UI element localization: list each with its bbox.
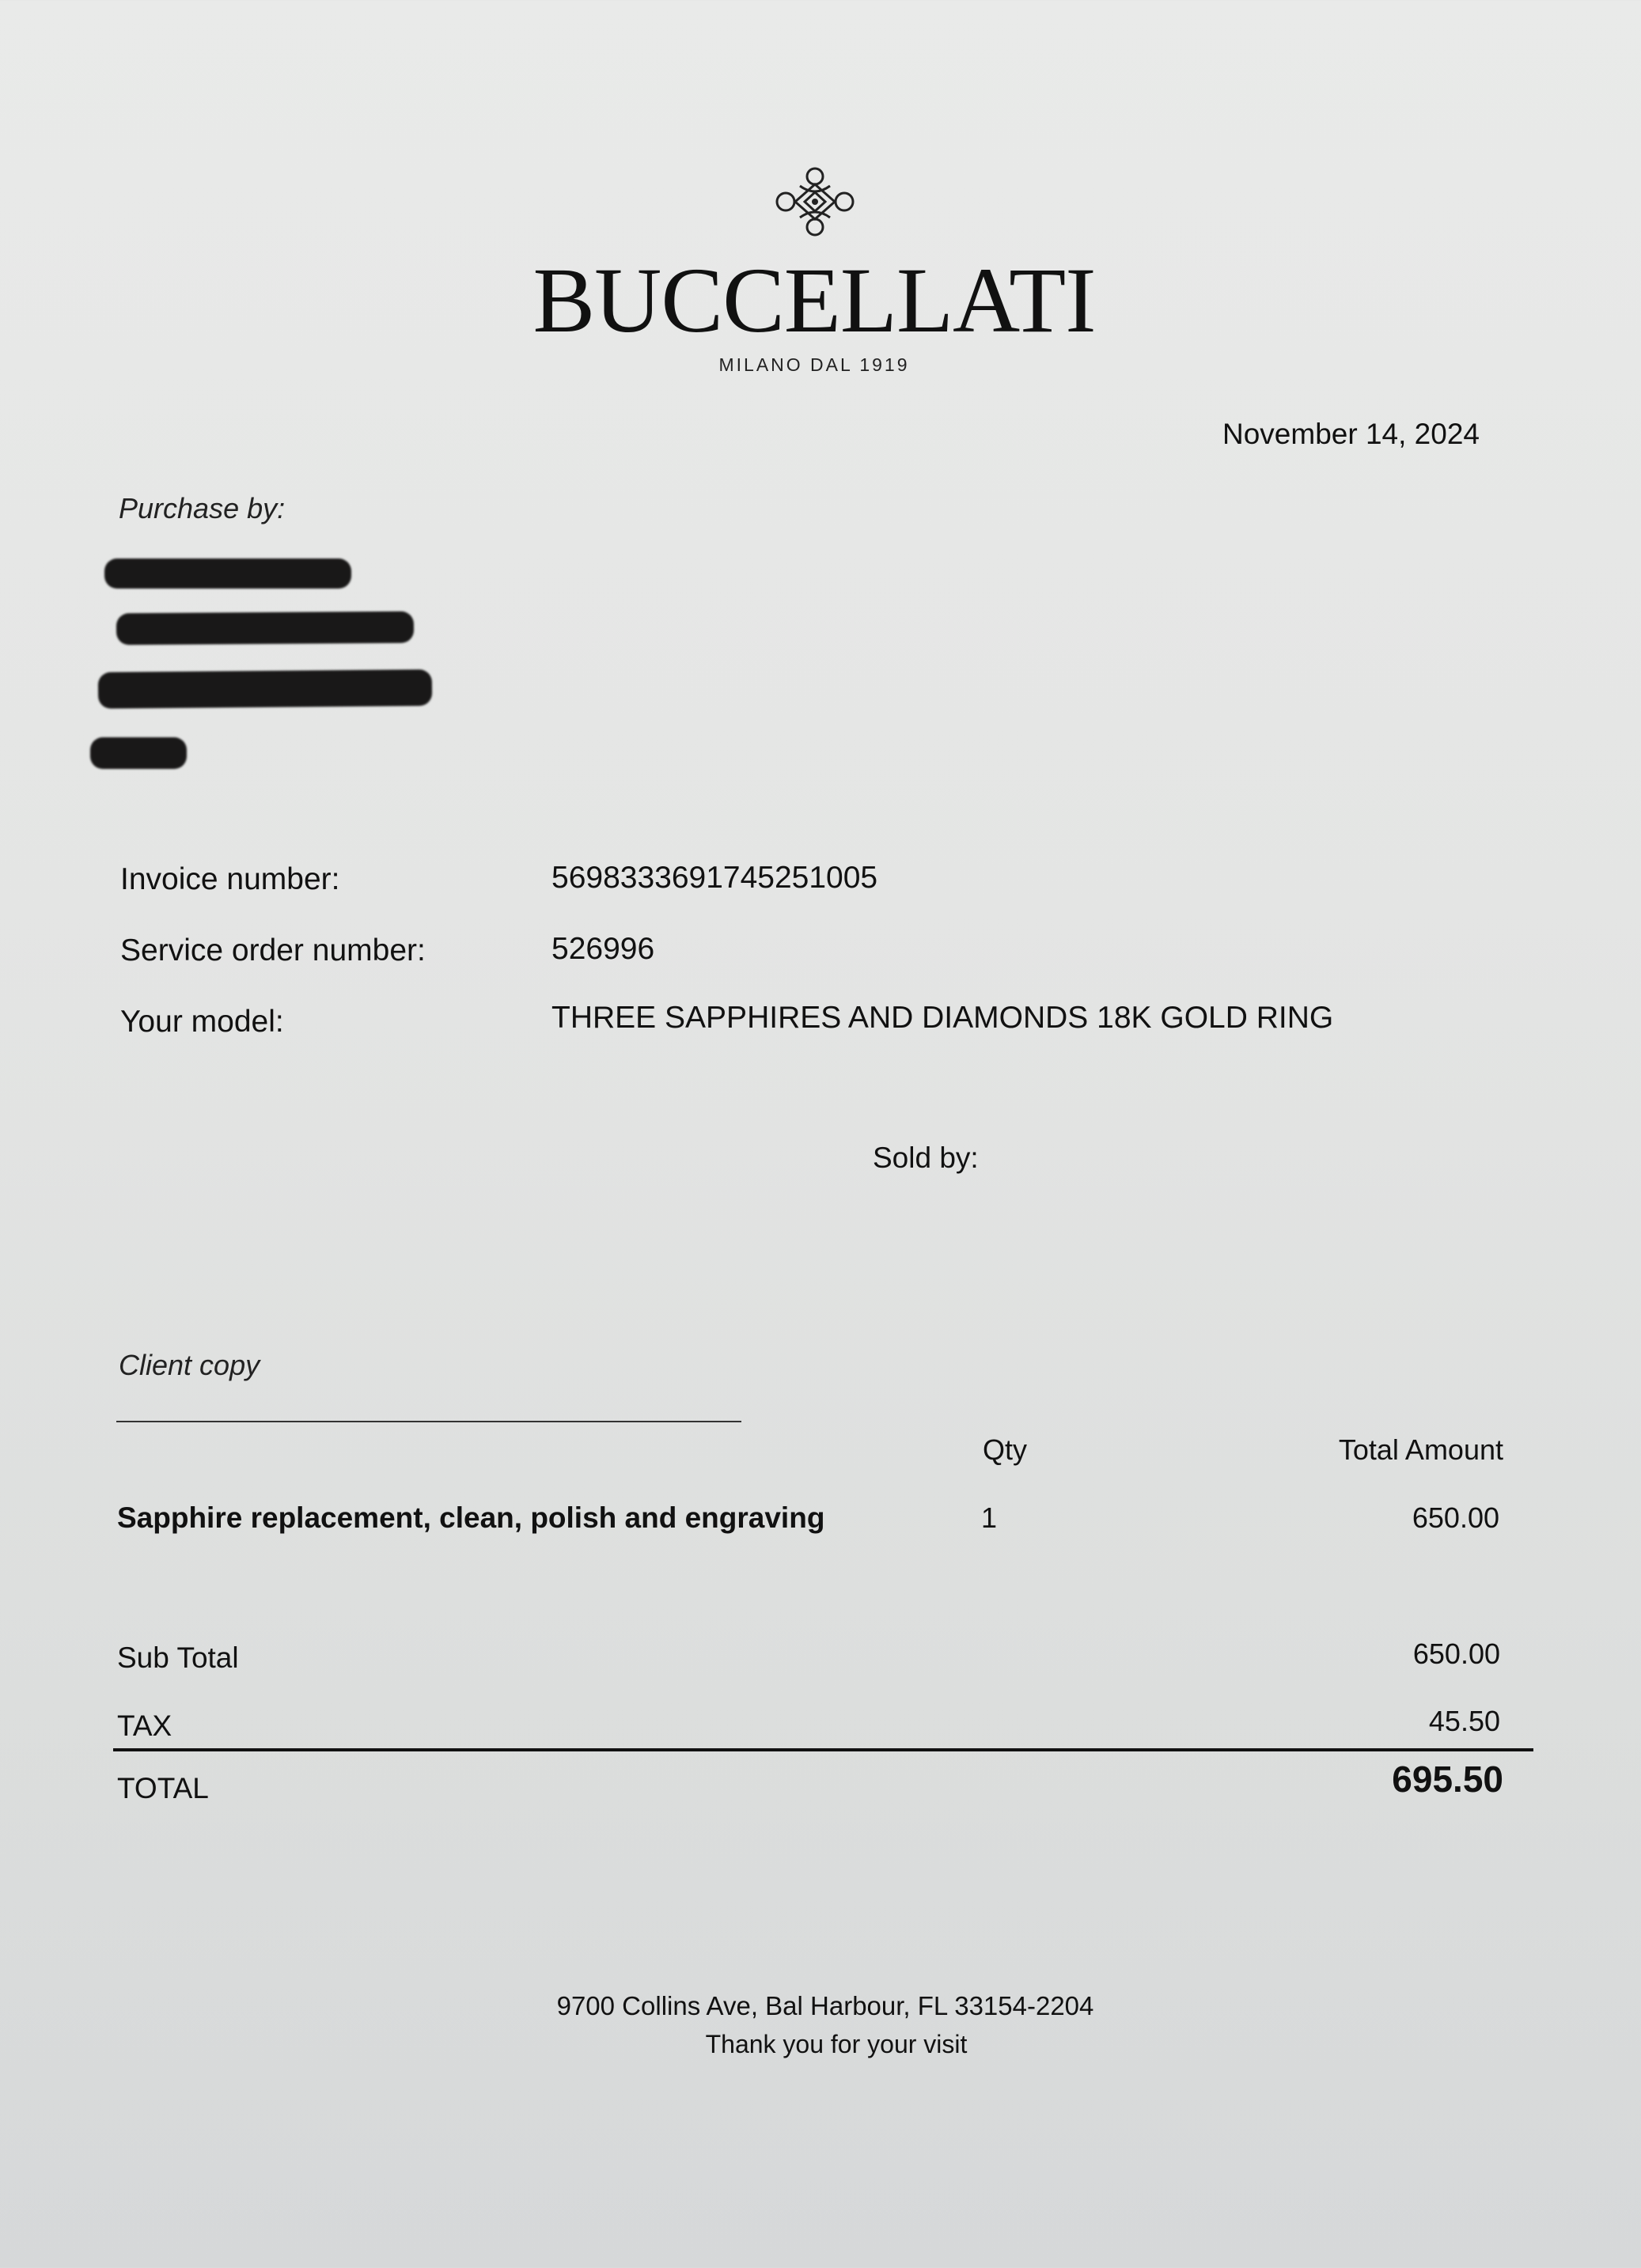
invoice-number-label: Invoice number: <box>120 862 340 896</box>
redaction-mark <box>116 611 414 646</box>
line-item-description: Sapphire replacement, clean, polish and engraving <box>117 1501 825 1534</box>
purchase-by-label: Purchase by: <box>119 492 286 524</box>
service-order-value: 526996 <box>551 932 655 966</box>
store-address: 9700 Collins Ave, Bal Harbour, FL 33154-2204 <box>556 1991 1094 2020</box>
thank-you-note: Thank you for your visit <box>705 2030 968 2058</box>
totals-divider-line <box>113 1748 1533 1751</box>
service-order-label: Service order number: <box>120 933 426 967</box>
redaction-mark <box>98 669 432 709</box>
redaction-mark <box>104 558 351 589</box>
sold-by-label: Sold by: <box>873 1142 979 1174</box>
qty-column-header: Qty <box>983 1433 1028 1466</box>
brand-name: BUCCELLATI <box>532 248 1096 352</box>
redaction-mark <box>90 737 187 769</box>
tax-label: TAX <box>117 1710 172 1742</box>
subtotal-label: Sub Total <box>117 1641 239 1674</box>
total-value: 695.50 <box>1392 1759 1503 1800</box>
divider-line <box>116 1421 741 1422</box>
tax-value: 45.50 <box>1428 1705 1500 1737</box>
invoice-number-value: 5698333691745251005 <box>551 861 878 895</box>
line-item-amount: 650.00 <box>1412 1501 1499 1534</box>
total-label: TOTAL <box>117 1772 209 1804</box>
model-value: THREE SAPPHIRES AND DIAMONDS 18K GOLD RING <box>551 1001 1334 1035</box>
invoice-date: November 14, 2024 <box>1222 418 1480 450</box>
model-label: Your model: <box>120 1005 284 1039</box>
amount-column-header: Total Amount <box>1338 1433 1503 1466</box>
brand-tagline: MILANO DAL 1919 <box>718 354 910 375</box>
subtotal-value: 650.00 <box>1412 1638 1500 1670</box>
line-item-qty: 1 <box>981 1501 998 1534</box>
client-copy-label: Client copy <box>119 1349 260 1381</box>
buccellati-emblem-icon <box>771 162 858 241</box>
